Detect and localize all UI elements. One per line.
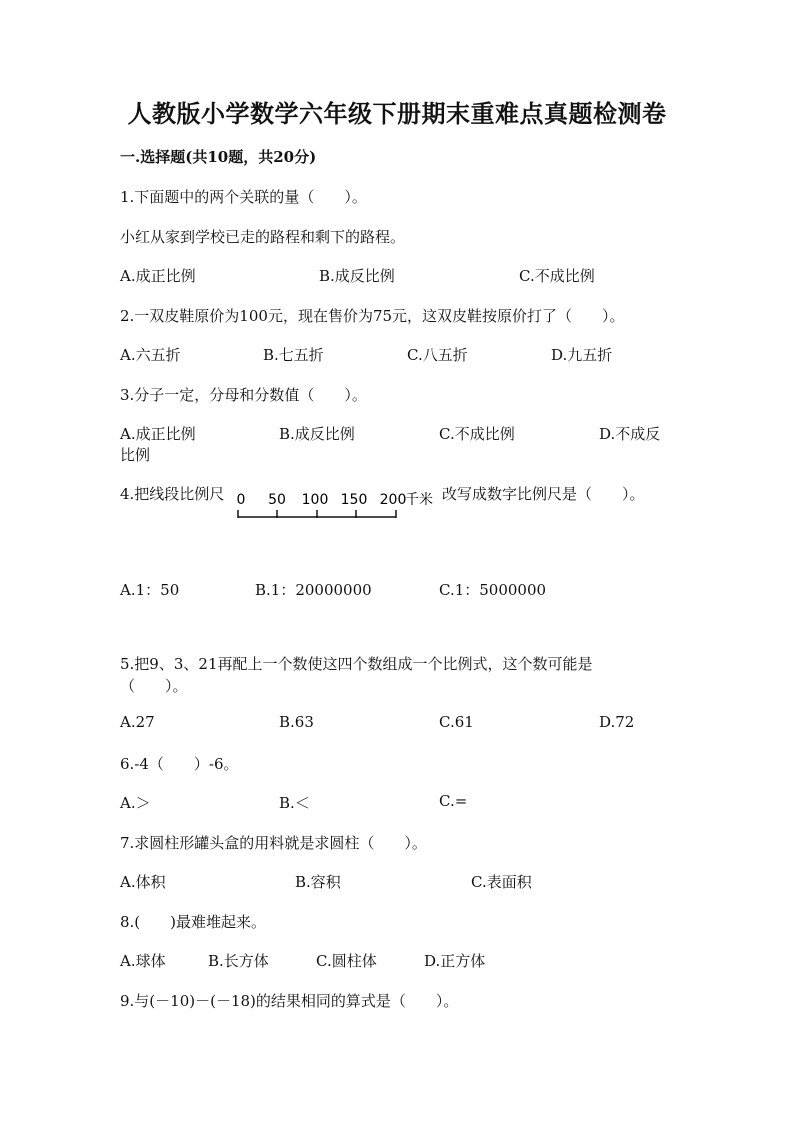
question-8-option-c[interactable]: C.圆柱体 — [316, 952, 377, 970]
question-3-option-d[interactable]: D.不成反 — [599, 425, 661, 443]
question-4-stem-right: 改写成数字比例尺是（ ）。 — [442, 485, 645, 503]
question-7-option-b[interactable]: B.容积 — [295, 873, 341, 891]
question-1-sub: 小红从家到学校已走的路程和剩下的路程。 — [120, 228, 406, 246]
question-3-option-a[interactable]: A.成正比例 — [120, 425, 196, 443]
question-4-stem-left: 4.把线段比例尺 — [120, 485, 225, 503]
page-title: 人教版小学数学六年级下册期末重难点真题检测卷 — [127, 99, 667, 128]
section-heading: 一.选择题(共10题，共20分) — [120, 148, 317, 166]
question-2-option-c[interactable]: C.八五折 — [407, 346, 468, 364]
scale-label-100: 100 — [301, 492, 329, 508]
question-6-option-c[interactable]: C.= — [439, 792, 468, 810]
question-4-option-b[interactable]: B.1：20000000 — [255, 581, 372, 599]
question-2-option-d[interactable]: D.九五折 — [551, 346, 613, 364]
question-7-option-a[interactable]: A.体积 — [120, 873, 166, 891]
question-1-option-b[interactable]: B.成反比例 — [319, 267, 395, 285]
question-5-option-b[interactable]: B.63 — [279, 713, 314, 731]
question-1-option-a[interactable]: A.成正比例 — [120, 267, 196, 285]
question-2-option-b[interactable]: B.七五折 — [263, 346, 324, 364]
question-6-stem: 6.-4（ ）-6。 — [120, 755, 239, 773]
question-9-stem: 9.与(－10)－(－18)的结果相同的算式是（ ）。 — [120, 992, 459, 1010]
scale-label-0: 0 — [236, 492, 246, 508]
question-8-option-d[interactable]: D.正方体 — [424, 952, 486, 970]
scale-label-150: 150 — [340, 492, 368, 508]
question-7-option-c[interactable]: C.表面积 — [471, 873, 532, 891]
question-5-option-d[interactable]: D.72 — [599, 713, 635, 731]
question-6-option-b[interactable]: B.＜ — [279, 794, 310, 812]
question-5-stem-wrap: （ ）。 — [120, 677, 188, 695]
question-5-stem: 5.把9、3、21再配上一个数使这四个数组成一个比例式，这个数可能是 — [120, 655, 593, 673]
question-5-option-a[interactable]: A.27 — [120, 713, 155, 731]
question-1-option-c[interactable]: C.不成比例 — [519, 267, 595, 285]
question-8-option-a[interactable]: A.球体 — [120, 952, 166, 970]
line-scale-figure — [233, 486, 443, 522]
question-7-stem: 7.求圆柱形罐头盒的用料就是求圆柱（ ）。 — [120, 834, 427, 852]
question-6-option-a[interactable]: A.＞ — [120, 794, 151, 812]
question-1-stem: 1.下面题中的两个关联的量（ ）。 — [120, 188, 367, 206]
question-3-option-d-wrap: 比例 — [120, 446, 151, 464]
question-4-option-a[interactable]: A.1：50 — [120, 581, 180, 599]
question-8-option-b[interactable]: B.长方体 — [208, 952, 269, 970]
question-8-stem: 8.( )最难堆起来。 — [120, 913, 267, 931]
question-2-option-a[interactable]: A.六五折 — [120, 346, 181, 364]
question-3-option-c[interactable]: C.不成比例 — [439, 425, 515, 443]
question-3-stem: 3.分子一定，分母和分数值（ ）。 — [120, 386, 367, 404]
scale-label-200: 200 — [379, 492, 407, 508]
question-3-option-b[interactable]: B.成反比例 — [279, 425, 355, 443]
scale-unit: 千米 — [405, 492, 433, 508]
question-2-stem: 2.一双皮鞋原价为100元，现在售价为75元，这双皮鞋按原价打了（ ）。 — [120, 307, 625, 325]
scale-label-50: 50 — [268, 492, 286, 508]
question-4-option-c[interactable]: C.1：5000000 — [439, 581, 547, 599]
question-5-option-c[interactable]: C.61 — [439, 713, 474, 731]
